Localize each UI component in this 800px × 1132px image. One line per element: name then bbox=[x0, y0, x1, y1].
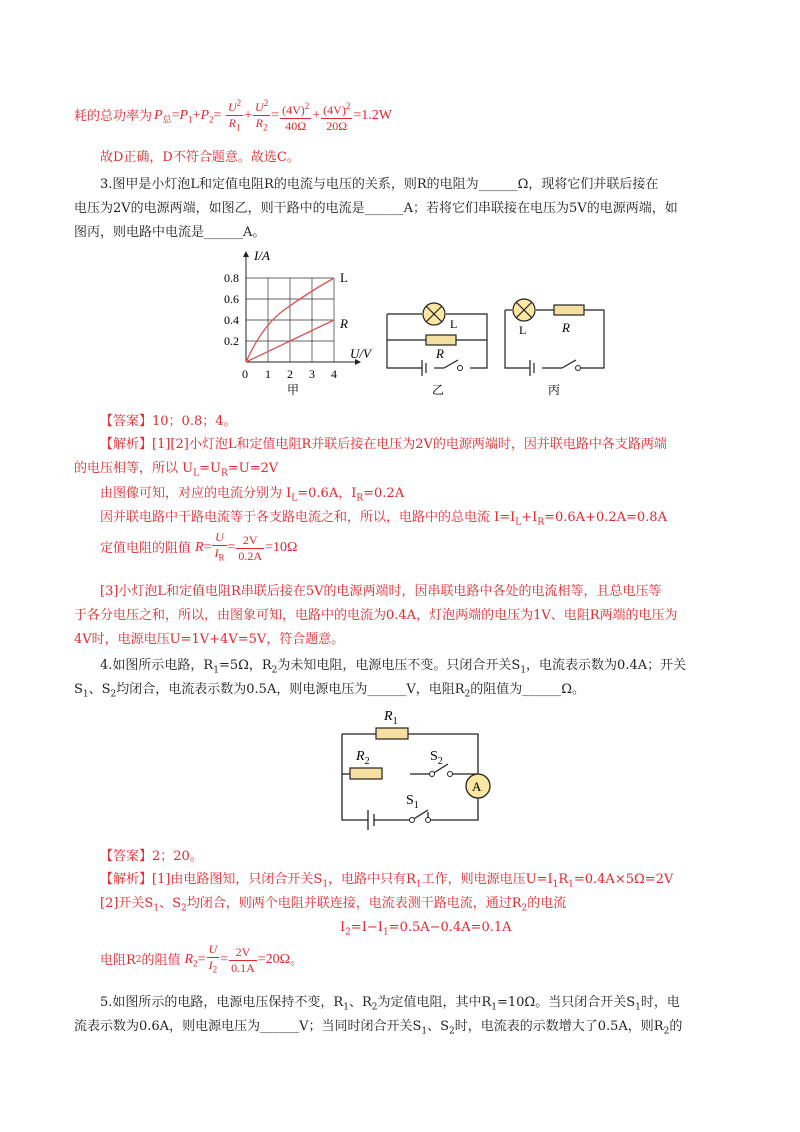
bing-lamp-label: L bbox=[519, 323, 527, 337]
resistor-icon bbox=[554, 305, 584, 315]
r2-label: $R_2$ bbox=[356, 749, 370, 767]
fraction-4v-20: $\frac{(4V)^2}{20\Omega}$ bbox=[323, 100, 351, 133]
circuit-bing bbox=[500, 290, 610, 400]
q4-analysis-3: $I_2=I-I_1=0.5A-0.4A=0.1A$ bbox=[340, 920, 512, 938]
q3-analysis-5: 定值电阻的阻值 R= $\frac{U}{I_R}$ = $\frac{2V}{0.2A}$ =10Ω bbox=[100, 530, 297, 566]
r1-resistor-icon bbox=[376, 728, 408, 739]
q3-analysis-1: 【解析】[1][2]小灯泡L和定值电阻R并联后接在电压为2V的电源两端时，因并联电路中各支路两端 bbox=[100, 437, 667, 452]
fraction-u2-r1: $\frac{U^2}{R_1}$ bbox=[227, 98, 242, 133]
graph-jia bbox=[214, 244, 374, 404]
q4-line2: $S_1$、$S_2$均闭合，电流表示数为0.5A，则电源电压为______V，电阻$R_2$的阻值为______Ω。 bbox=[74, 682, 586, 700]
fraction-u2-r2: $\frac{U^2}{R_2}$ bbox=[255, 98, 269, 133]
x-tick-3: 3 bbox=[309, 367, 315, 381]
prev-formula-line bbox=[74, 98, 392, 134]
q3-line1: 3.图甲是小灯泡L和定值电阻R的电流与电压的关系，则R的电阻为______Ω，现将它们并联后接在 bbox=[100, 177, 659, 192]
bing-resistor-label: R bbox=[562, 320, 570, 335]
q3-answer: 【答案】10；0.8；4。 bbox=[100, 414, 237, 429]
circuit-yi bbox=[382, 290, 492, 400]
y-tick-0.2: 0.2 bbox=[224, 334, 239, 348]
x-tick-1: 1 bbox=[265, 367, 271, 381]
q3-analysis-7: 于各分电压之和，所以，由图象可知，电路中的电流为0.4A，灯泡两端的电压为1V、电阻R两端的电压为 bbox=[74, 608, 678, 623]
q3-line2: 电压为2V的电源两端，如图乙，则干路中的电流是______A；若将它们串联接在电压为5V的电源两端，如 bbox=[74, 201, 678, 216]
q3-analysis-8: 4V时，电源电压U=1V+4V=5V，符合题意。 bbox=[74, 632, 345, 647]
s2-label: $S_2$ bbox=[430, 749, 443, 767]
graph-caption-jia: 甲 bbox=[287, 383, 300, 397]
q4-analysis-2: [2]开关$S_1$、$S_2$均闭合，则两个电阻并联连接，电流表测干路电流，通过$R_2$的电流 bbox=[100, 896, 567, 914]
prev-conclusion: 故D正确，D不符合题意。故选C。 bbox=[100, 150, 300, 165]
yi-caption: 乙 bbox=[432, 383, 445, 397]
x-tick-2: 2 bbox=[287, 367, 293, 381]
fraction-4v-40: $\frac{(4V)^2}{40\Omega}$ bbox=[282, 100, 310, 133]
ammeter-label: A bbox=[472, 779, 482, 794]
x-axis-label: U/V bbox=[350, 346, 371, 361]
yi-lamp-label: L bbox=[450, 317, 458, 331]
y-tick-0.6: 0.6 bbox=[224, 292, 239, 306]
bing-caption: 丙 bbox=[548, 383, 561, 397]
y-axis-label: I/A bbox=[254, 248, 270, 263]
y-tick-0.4: 0.4 bbox=[224, 313, 239, 327]
yi-resistor-label: R bbox=[436, 346, 444, 361]
q3-analysis-4: 因并联电路中干路电流等于各支路电流之和，所以，电路中的总电流 $I=I_L+I_R=0.6A+0.2A=0.8A$ bbox=[100, 510, 667, 528]
line-r-label: R bbox=[340, 316, 348, 331]
prev-lead: 耗的总功率为 bbox=[74, 108, 153, 124]
x-tick-4: 4 bbox=[331, 367, 337, 381]
total-power-formula: $P_总=P_1+P_2=$ $\frac{U^2}{R_1}$ + $\frac{U^2}{R_2}$ = $\frac{(4V)^2}{40\Omega}$ + $\frac{(4V)^2}{20\Omega}$ =1.2W bbox=[154, 96, 392, 135]
x-tick-0: 0 bbox=[242, 367, 248, 381]
q3-analysis-2: 的电压相等，所以 $U_L=U_R=U=2V$ bbox=[74, 461, 279, 479]
q4-line1: 4.如图所示电路，$R_1=5\Omega$，$R_2$为未知电阻，电源电压不变。只闭合开关$S_1$，电流表示数为0.4A；开关 bbox=[100, 658, 687, 676]
q4-answer: 【答案】2；20。 bbox=[100, 849, 203, 864]
q5-line2: 流表示数为0.6A，则电源电压为______V；当同时闭合开关$S_1$、$S_2$时，电流表的示数增大了0.5A，则$R_2$的 bbox=[74, 1019, 683, 1037]
q4-analysis-1: 【解析】[1]由电路图知，只闭合开关$S_1$，电路中只有$R_1$工作，则电源电压$U=I_1R_1=0.4A\times 5\Omega=2V$ bbox=[100, 872, 674, 890]
s1-label: $S_1$ bbox=[406, 793, 419, 811]
grid-lines bbox=[246, 278, 334, 362]
circuit-q4 bbox=[330, 702, 500, 832]
r2-resistor-icon bbox=[350, 768, 382, 779]
q3-analysis-6: [3]小灯泡L和定值电阻R串联后接在5V的电源两端时，因串联电路中各处的电流相等，且总电压等 bbox=[100, 584, 662, 599]
r1-label: $R_1$ bbox=[384, 709, 398, 727]
curve-l-label: L bbox=[340, 270, 348, 285]
q3-line3: 图丙，则电路中电流是______A。 bbox=[74, 225, 266, 240]
resistor-icon bbox=[426, 335, 456, 345]
resistance-formula-r: R= $\frac{U}{I_R}$ = $\frac{2V}{0.2A}$ =10Ω bbox=[195, 530, 298, 563]
q5-line1: 5.如图所示的电路，电源电压保持不变，$R_1$、$R_2$为定值电阻，其中$R_1=10\Omega$。当只闭合开关$S_1$时，电 bbox=[100, 995, 680, 1013]
q3-analysis-3: 由图像可知，对应的电流分别为 $I_L=0.6A$，$I_R=0.2A$ bbox=[100, 486, 405, 504]
q4-analysis-4: 电阻R 2 的阻值 $R_2=$ $\frac{U}{I_2}$ = $\frac{2V}{0.1A}$ =20Ω 。 bbox=[100, 942, 303, 978]
y-tick-0.8: 0.8 bbox=[224, 271, 239, 285]
resistance-formula-r2: $R_2=$ $\frac{U}{I_2}$ = $\frac{2V}{0.1A}$ =20Ω bbox=[184, 942, 291, 975]
